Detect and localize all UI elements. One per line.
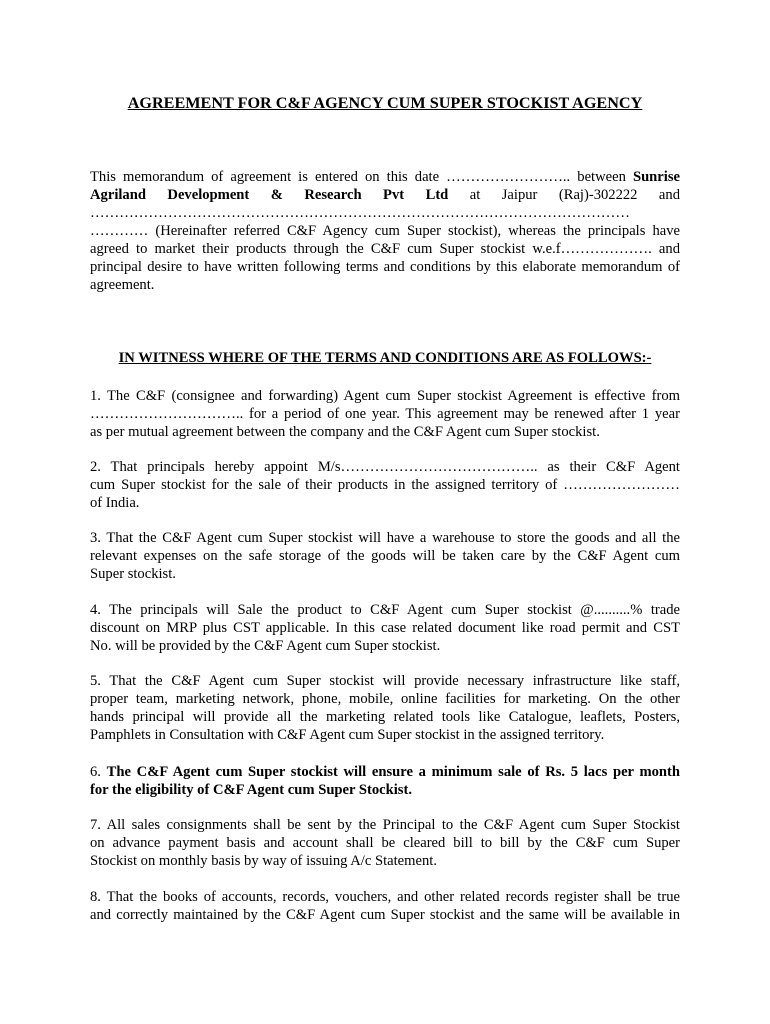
clause-1: [90, 387, 680, 441]
clause-line: and correctly maintained by the C&F Agent cum Super stockist and the same will be available in: [90, 907, 680, 923]
clause-line: proper team, marketing network, phone, mobile, online facilities for marketing. On the other: [90, 691, 680, 707]
intro-line: ………… (Hereinafter referred C&F Agency cum Super stockist), whereas the principals have: [90, 223, 680, 239]
clause-line: Stockist on monthly basis by way of issuing A/c Statement.: [90, 853, 437, 869]
clause-line: on advance payment basis and account shall be cleared bill to bill by the C&F cum Super: [90, 835, 680, 851]
intro-line: This memorandum of agreement is entered on this date …………………….. between Sunrise: [90, 169, 680, 185]
clause-line: discount on MRP plus CST applicable. In this case related document like road permit and CST: [90, 620, 680, 636]
intro-line: principal desire to have written following terms and conditions by this elaborate memorandum of: [90, 259, 680, 275]
clause-line: No. will be provided by the C&F Agent cum Super stockist.: [90, 638, 441, 654]
clause-2: [90, 458, 680, 512]
clause-line: of India.: [90, 495, 140, 511]
clause-line: Pamphlets in Consultation with C&F Agent cum Super stockist in the assigned territory.: [90, 727, 605, 743]
clause-5: [90, 672, 680, 744]
clause-7: [90, 816, 680, 870]
clause-line: 6. The C&F Agent cum Super stockist will ensure a minimum sale of Rs. 5 lacs per month: [90, 764, 680, 780]
clause-line: as per mutual agreement between the company and the C&F Agent cum Super stockist.: [90, 424, 600, 440]
clause-line: 1. The C&F (consignee and forwarding) Agent cum Super stockist Agreement is effective from: [90, 388, 680, 404]
document-title: AGREEMENT FOR C&F AGENCY CUM SUPER STOCKIST AGENCY: [127, 94, 643, 112]
clause-line: hands principal will provide all the marketing related tools like Catalogue, leaflets, Posters,: [90, 709, 680, 725]
clause-6: [90, 763, 680, 799]
intro-line: Agriland Development & Research Pvt Ltd at Jaipur (Raj)-302222 and: [90, 187, 680, 203]
clause-line: 7. All sales consignments shall be sent by the Principal to the C&F Agent cum Super Stockist: [90, 817, 680, 833]
clause-line: ………………………….. for a period of one year. This agreement may be renewed after 1 year: [90, 406, 680, 422]
clause-line: 2. That principals hereby appoint M/s………………………………….. as their C&F Agent: [90, 459, 680, 475]
clause-8: [90, 888, 680, 924]
intro-line: …………………………………………………………………………………………………: [90, 205, 630, 221]
clause-line: for the eligibility of C&F Agent cum Super Stockist.: [90, 782, 412, 798]
clause-line: relevant expenses on the safe storage of the goods will be taken care by the C&F Agent cum: [90, 548, 680, 564]
clause-line: 8. That the books of accounts, records, vouchers, and other related records register shall be true: [90, 889, 680, 905]
terms-heading: IN WITNESS WHERE OF THE TERMS AND CONDITIONS ARE AS FOLLOWS:-: [118, 350, 652, 366]
clause-line: 5. That the C&F Agent cum Super stockist will provide necessary infrastructure like staff,: [90, 673, 680, 689]
intro-paragraph: [90, 168, 680, 294]
clause-3: [90, 529, 680, 583]
clause-line: 4. The principals will Sale the product to C&F Agent cum Super stockist @..........% trade: [90, 602, 680, 618]
clause-line: Super stockist.: [90, 566, 176, 582]
clause-4: [90, 601, 680, 655]
clause-line: 3. That the C&F Agent cum Super stockist will have a warehouse to store the goods and all the: [90, 530, 680, 546]
intro-line: agreement.: [90, 277, 155, 293]
intro-line: agreed to market their products through the C&F cum Super stockist w.e.f………………. and: [90, 241, 680, 257]
clause-line: cum Super stockist for the sale of their products in the assigned territory of ……………………: [90, 477, 680, 493]
